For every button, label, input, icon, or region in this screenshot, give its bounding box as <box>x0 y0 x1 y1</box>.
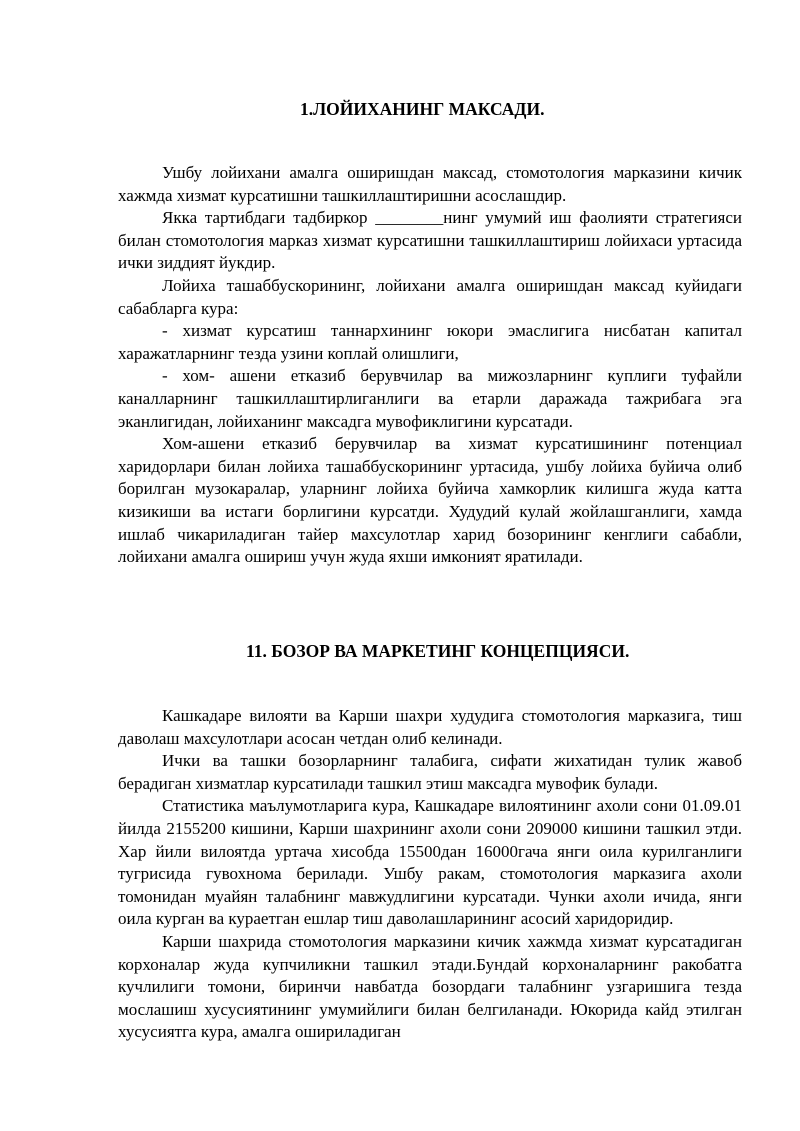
section-2-title: 11. БОЗОР ВА МАРКЕТИНГ КОНЦЕПЦИЯСИ. <box>246 641 630 661</box>
paragraph: Статистика маълумотларига кура, Кашкадаре вилоятининг ахоли сони 01.09.01 йилда 2155200 кишини, Карши шахрининг ахоли сони 209000 кишини ташкил этди. Хар йили вилоятда уртача хисобда 15500дан 16000гача янги оила курилганлиги тугрисида гувохнома берилади. Ушбу ракам, стомотология марказига ахоли томонидан муайян талабнинг мавжудлигини курсатади. Чунки ахоли ичида, янги оила курган ва кураетган ешлар тиш даволашларининг асосий харидоридир. <box>118 796 742 929</box>
section-1-title: 1.ЛОЙИХАНИНГ МАКСАДИ. <box>300 99 545 119</box>
section-2-body <box>118 705 742 1044</box>
section-1-body <box>118 162 742 569</box>
paragraph: Якка тартибдаги тадбиркор ________нинг умумий иш фаолияти стратегияси билан стомотология марказ хизмат курсатишни ташкиллаштириш лойихаси уртасида ички зиддият йукдир. <box>118 208 742 273</box>
paragraph: - хом- ашени етказиб берувчилар ва мижозларнинг куплиги туфайли каналларнинг ташкиллаштирлиганлиги ва етарли даражада тажрибага эга эканлигидан, лойиханинг максадга мувофиклигини курсатади. <box>118 366 742 431</box>
paragraph: Карши шахрида стомотология марказини кичик хажмда хизмат курсатадиган корхоналар жуда купчиликни ташкил этади.Бундай корхоналарнинг ракобатга кучлилиги томони, биринчи навбатда бозордаги талабнинг узгаришига тезда мослашиш хусусиятининг умумийлиги билан белгиланади. Юкорида кайд этилган хусусиятга кура, амалга ошириладиган <box>118 931 742 1042</box>
paragraph: Кашкадаре вилояти ва Карши шахри худудига стомотология марказига, тиш даволаш махсулотлари асосан четдан олиб келинади. <box>118 706 742 748</box>
paragraph: - хизмат курсатиш таннархининг юкори эмаслигига нисбатан капитал харажатларнинг тезда узини коплай олишлиги, <box>118 321 742 363</box>
paragraph: Ички ва ташки бозорларнинг талабига, сифати жихатидан тулик жавоб берадиган хизматлар курсатилади ташкил этиш максадга мувофик булади. <box>118 751 742 793</box>
paragraph: Хом-ашени етказиб берувчилар ва хизмат курсатишининг потенциал харидорлари билан лойиха ташаббускорининг уртасида, ушбу лойиха буйича олиб борилган музокаралар, уларнинг лойиха буйича хамкорлик килишга жуда катта кизикиши ва истаги борлигини курсатди. Худудий кулай жойлашганлиги, хамда ишлаб чикариладиган тайер махсулотлар харид бозорининг кенглиги сабабли, лойихани амалга ошириш учун жуда яхши имконият яратилади. <box>118 434 742 567</box>
paragraph: Лойиха ташаббускорининг, лойихани амалга оширишдан максад куйидаги сабабларга кура: <box>118 275 742 318</box>
paragraph: Ушбу лойихани амалга оширишдан максад, стомотология марказини кичик хажмда хизмат курсатишни ташкиллаштиришни асослашдир. <box>118 163 742 205</box>
